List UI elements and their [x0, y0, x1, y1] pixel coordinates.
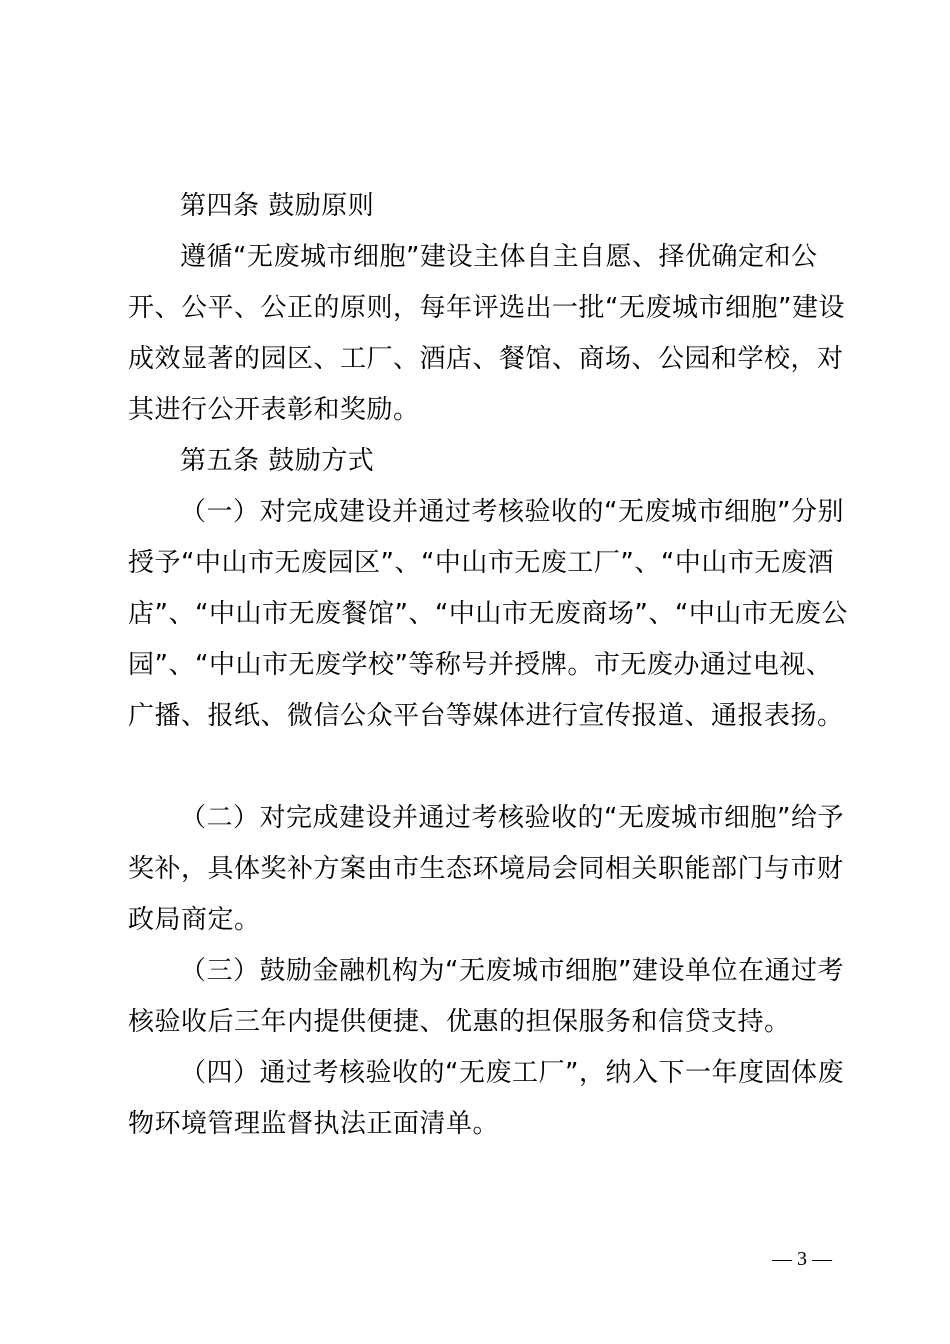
page-number: — 3 —: [772, 1248, 832, 1270]
article5-item-2: （二）对完成建设并通过考核验收的“无废城市细胞”给予奖补，具体奖补方案由市生态环境局会同相关职能部门与市财政局商定。: [128, 803, 844, 935]
article5-heading: 第五条 鼓励方式: [180, 446, 375, 476]
article5-item-4: （四）通过考核验收的“无废工厂”，纳入下一年度固体废物环境管理监督执法正面清单。: [128, 1058, 844, 1139]
article4-heading: 第四条 鼓励原则: [180, 191, 375, 221]
article5-item-3: （三）鼓励金融机构为“无废城市细胞”建设单位在通过考核验收后三年内提供便捷、优惠的担保服务和信贷支持。: [128, 956, 844, 1037]
article4-body: 遵循“无废城市细胞”建设主体自主自愿、择优确定和公开、公平、公正的原则，每年评选出一批“无废城市细胞”建设成效显著的园区、工厂、酒店、餐馆、商场、公园和学校，对其进行公开表彰和奖励。: [128, 242, 845, 425]
article5-item-1: （一）对完成建设并通过考核验收的“无废城市细胞”分别授予“中山市无废园区”、“中山市无废工厂”、“中山市无废酒店”、“中山市无废餐馆”、“中山市无废商场”、“中山市无废公园”、“中山市无废学校”等称号并授牌。市无废办通过电视、广播、报纸、微信公众平台等媒体进行宣传报道、通报表扬。: [128, 497, 848, 731]
